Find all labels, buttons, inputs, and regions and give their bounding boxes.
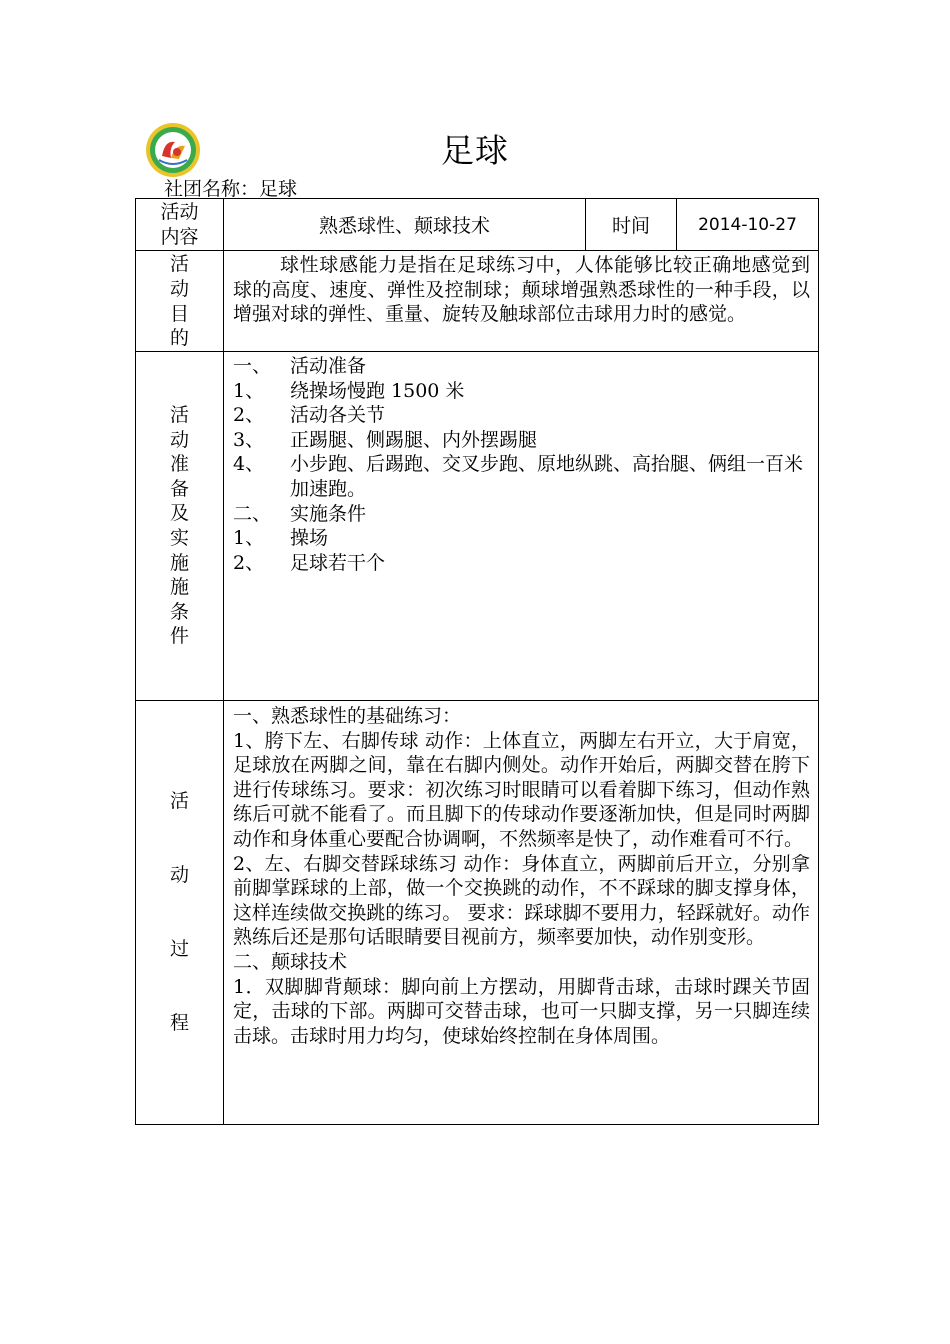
prep-item — [233, 526, 810, 551]
process-para: 1．双脚脚背颠球：脚向前上方摆动，用脚背击球，击球时踝关节固定，击球的下部。两脚可交替击球，也可一只脚支撑，另一只脚连续击球。击球时用力均匀，使球始终控制在身体周围。 — [233, 975, 810, 1047]
date-value: 2014-10-27 — [677, 199, 819, 251]
prep-item — [233, 502, 810, 527]
prep-item-number: 1、 — [233, 379, 265, 402]
prep-item-number: 2、 — [233, 551, 265, 574]
prep-item-text: 活动准备 — [290, 355, 367, 377]
prep-list — [224, 352, 819, 701]
prep-item-number: 1、 — [233, 527, 265, 550]
club-name-line: 社团名称：足球 — [164, 178, 298, 200]
prep-item-text: 小步跑、后踢跑、交叉步跑、原地纵跳、高抬腿、俩组一百米加速跑。 — [290, 453, 804, 500]
prep-item — [233, 452, 810, 501]
content-value: 熟悉球性、颠球技术 — [224, 199, 586, 251]
prep-label: 活动准备及实施施条件 — [136, 352, 224, 701]
process-label: 活 动 过 程 — [136, 701, 224, 1125]
prep-item-number: 3、 — [233, 428, 265, 451]
prep-item-text: 实施条件 — [290, 502, 367, 525]
prep-item — [233, 403, 810, 428]
prep-item — [233, 379, 810, 404]
prep-item-text: 活动各关节 — [290, 404, 386, 427]
process-para: 2、左、右脚交替踩球练习 动作：身体直立，两脚前后开立，分别拿前脚掌踩球的上部，做一个交换跳的动作，不不踩球的脚支撑身体，这样连续做交换跳的练习。 要求：踩球脚不要用力，轻踩就好。动作熟练后还是那句话眼睛要目视前方，频率要加快，动作别变形。 — [233, 852, 810, 949]
process-text-cell — [224, 701, 819, 1125]
prep-row — [136, 352, 819, 701]
process-para: 1、胯下左、右脚传球 动作：上体直立，两脚左右开立，大于肩宽，足球放在两脚之间，靠在右脚内侧处。动作开始后，两脚交替在胯下进行传球练习。要求：初次练习时眼睛可以看着脚下练习，但动作熟练后可就不能看了。而且脚下的传球动作要逐渐加快，但是同时两脚动作和身体重心要配合协调啊，不然频率是快了，动作难看可不行。 — [233, 729, 810, 850]
prep-item-number: 2、 — [233, 404, 265, 427]
prep-item — [233, 354, 810, 379]
time-label: 时间 — [586, 199, 677, 251]
prep-item-text: 正踢腿、侧踢腿、内外摆踢腿 — [290, 428, 538, 451]
process-para: 二、颠球技术 — [233, 950, 348, 973]
content-label: 活动内容 — [136, 199, 224, 251]
purpose-label: 活动目的 — [136, 251, 224, 352]
process-row — [136, 701, 819, 1125]
prep-item-text: 足球若干个 — [290, 551, 386, 574]
prep-item — [233, 551, 810, 576]
process-para: 一、熟悉球性的基础练习： — [233, 705, 462, 727]
content-row — [136, 199, 819, 251]
purpose-row — [136, 251, 819, 352]
purpose-text-cell — [224, 251, 819, 352]
prep-item-number: 4、 — [233, 453, 265, 476]
activity-record-table — [135, 198, 819, 1125]
prep-item-text: 绕操场慢跑 1500 米 — [290, 379, 465, 402]
page-title: 足球 — [441, 131, 509, 170]
prep-item-text: 操场 — [290, 527, 329, 550]
prep-item-number: 二、 — [233, 502, 272, 525]
prep-item-number: 一、 — [233, 355, 272, 377]
prep-item — [233, 428, 810, 453]
purpose-text: 球性球感能力是指在足球练习中，人体能够比较正确地感觉到球的高度、速度、弹性及控制球；颠球增强熟悉球性的一种手段，以增强对球的弹性、重量、旋转及触球部位击球用力时的感觉。 — [233, 254, 810, 326]
